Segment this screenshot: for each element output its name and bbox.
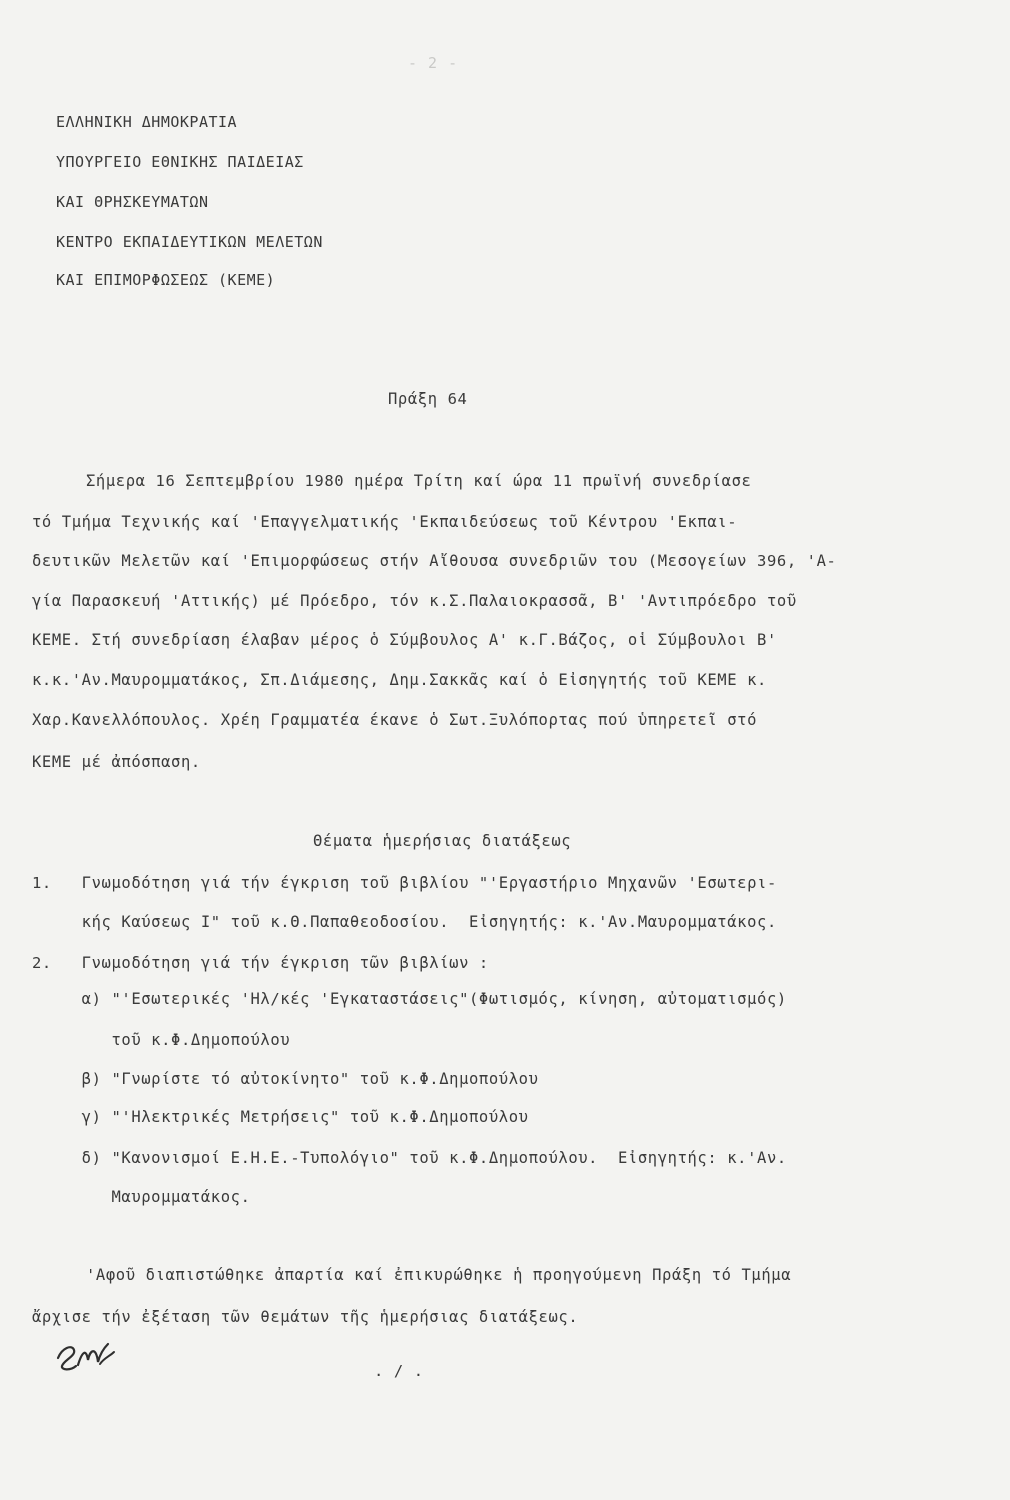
- intro-line-1: Σήμερα 16 Σεπτεμβρίου 1980 ημέρα Τρίτη καί ώρα 11 πρωϊνή συνεδρίασε: [86, 472, 752, 490]
- agenda-line-6: β) "Γνωρίστε τό αὐτοκίνητο" τοῦ κ.Φ.Δημοπούλου: [32, 1070, 539, 1088]
- closing-line-2: ἄρχισε τήν ἐξέταση τῶν θεμάτων τῆς ἡμερήσιας διατάξεως.: [32, 1308, 579, 1326]
- agenda-line-7: γ) "'Ηλεκτρικές Μετρήσεις" τοῦ κ.Φ.Δημοπούλου: [32, 1108, 529, 1126]
- agenda-line-5: τοῦ κ.Φ.Δημοπούλου: [32, 1031, 291, 1049]
- handwritten-initials-signature: [52, 1330, 122, 1375]
- header-line-1: ΕΛΛΗΝΙΚΗ ΔΗΜΟΚΡΑΤΙΑ: [56, 113, 238, 131]
- agenda-line-8: δ) "Κανονισμοί Ε.Η.Ε.-Τυπολόγιο" τοῦ κ.Φ.Δημοπούλου. Εἰσηγητής: κ.'Αν.: [32, 1149, 787, 1167]
- intro-line-3: δευτικῶν Μελετῶν καί 'Επιμορφώσεως στήν Αἴθουσα συνεδριῶν του (Μεσογείων 396, 'Α-: [32, 552, 837, 570]
- agenda-line-4: α) "'Εσωτερικές 'Ηλ/κές 'Εγκαταστάσεις"(Φωτισμός, κίνηση, αὐτοματισμός): [32, 990, 787, 1008]
- agenda-line-2: κής Καύσεως Ι" τοῦ κ.Θ.Παπαθεοδοσίου. Εἰσηγητής: κ.'Αν.Μαυρομματάκος.: [32, 913, 777, 931]
- intro-line-2: τό Τμήμα Τεχνικής καί 'Επαγγελματικής 'Εκπαιδεύσεως τοῦ Κέντρου 'Εκπαι-: [32, 513, 738, 531]
- continuation-mark: . / .: [374, 1362, 424, 1380]
- header-line-3: ΚΑΙ ΘΡΗΣΚΕΥΜΑΤΩΝ: [56, 193, 209, 211]
- ghost-page-number: - 2 -: [408, 54, 459, 72]
- intro-line-6: κ.κ.'Αν.Μαυρομματάκος, Σπ.Διάμεσης, Δημ.Σακκᾶς καί ὁ Εἰσηγητής τοῦ ΚΕΜΕ κ.: [32, 671, 767, 689]
- agenda-line-1: 1. Γνωμοδότηση γιά τήν έγκριση τοῦ βιβλίου "'Εργαστήριο Μηχανῶν 'Εσωτερι-: [32, 874, 777, 892]
- intro-line-8: ΚΕΜΕ μέ ἀπόσπαση.: [32, 753, 201, 771]
- agenda-line-3: 2. Γνωμοδότηση γιά τήν έγκριση τῶν βιβλίων :: [32, 954, 489, 972]
- header-line-4: ΚΕΝΤΡΟ ΕΚΠΑΙΔΕΥΤΙΚΩΝ ΜΕΛΕΤΩΝ: [56, 233, 323, 251]
- closing-line-1: 'Αφοῦ διαπιστώθηκε ἀπαρτία καί ἐπικυρώθηκε ἡ προηγούμενη Πράξη τό Τμήμα: [86, 1266, 792, 1284]
- header-line-5: ΚΑΙ ΕΠΙΜΟΡΦΩΣΕΩΣ (ΚΕΜΕ): [56, 271, 276, 289]
- intro-line-4: γία Παρασκευή 'Αττικής) μέ Πρόεδρο, τόν κ.Σ.Παλαιοκρασσᾶ, Β' 'Αντιπρόεδρο τοῦ: [32, 592, 797, 610]
- document-title: Πράξη 64: [388, 390, 468, 408]
- intro-line-5: ΚΕΜΕ. Στή συνεδρίαση έλαβαν μέρος ὁ Σύμβουλος Α' κ.Γ.Βάζος, οἱ Σύμβουλοι Β': [32, 631, 777, 649]
- agenda-line-9: Μαυρομματάκος.: [32, 1188, 251, 1206]
- agenda-title: Θέματα ἡμερήσιας διατάξεως: [313, 832, 572, 850]
- intro-line-7: Χαρ.Κανελλόπουλος. Χρέη Γραμματέα έκανε ὁ Σωτ.Ξυλόπορτας πού ὑπηρετεῖ στό: [32, 711, 758, 729]
- header-line-2: ΥΠΟΥΡΓΕΙΟ ΕΘΝΙΚΗΣ ΠΑΙΔΕΙΑΣ: [56, 153, 304, 171]
